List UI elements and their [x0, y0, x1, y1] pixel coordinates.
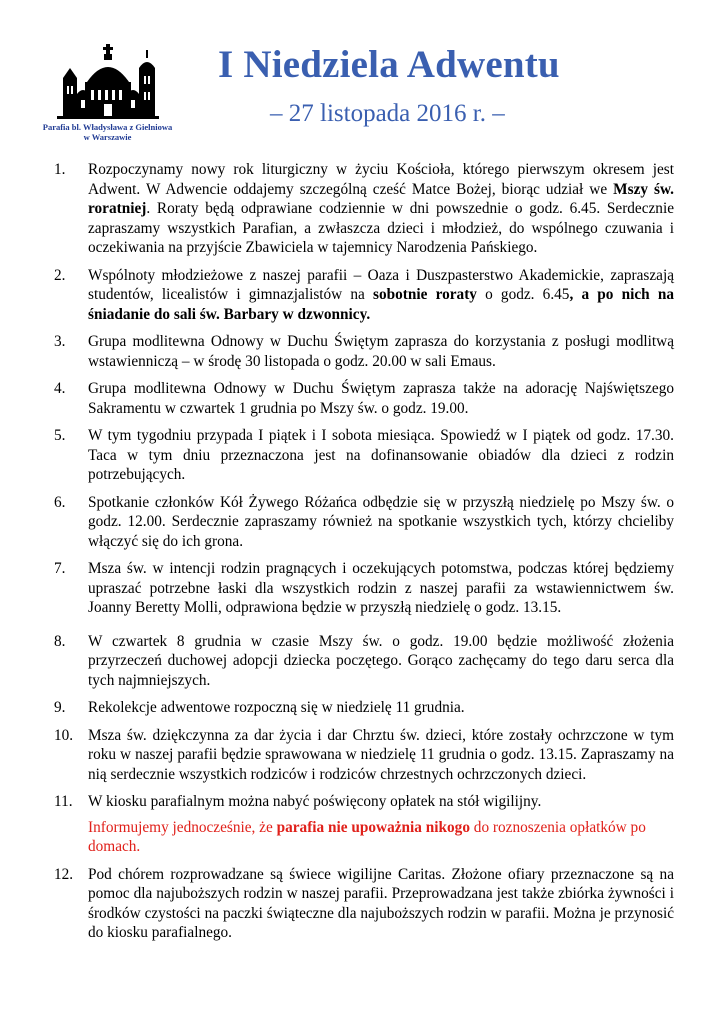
announcement-9: [46, 698, 674, 718]
item-number: 1.: [54, 161, 66, 178]
notice-text: do roznoszenia opłatków po domach.: [88, 818, 646, 855]
parish-name-line1: Parafia bl. Władysława z Gielniowa: [42, 122, 173, 132]
announcement-5: [46, 426, 674, 485]
item-text: Msza św. dziękczynna za dar życia i dar Chrztu św. dzieci, które zostały ochrzczone w tym roku w naszej parafii będzie sprawowana w niedzielę 11 grudnia o godz. 13.15. Zapraszamy na nią serdecznie wszystkich rodziców i rodziców chrzestnych ochrzczonych dzieci.: [88, 726, 674, 783]
item-number: 8.: [54, 632, 66, 650]
item-text: Rozpoczynamy nowy rok liturgiczny w życiu Kościoła, którego pierwszym okresem jest Adwent. W Adwencie oddajemy szczególną cześć Matce Bożej, biorąc udział we: [88, 161, 674, 198]
announcement-10: [46, 726, 674, 785]
announcement-12: [46, 865, 674, 943]
item-number: 6.: [54, 493, 66, 511]
item-text: Grupa modlitewna Odnowy w Duchu Świętym zaprasza także na adorację Najświętszego Sakramentu w czwartek 1 grudnia po Mszy św. o godz. 19.00.: [88, 380, 674, 417]
announcement-11: [46, 792, 674, 812]
item-number: 5.: [54, 427, 66, 444]
announcement-2: [46, 266, 674, 325]
opłatek-notice: [46, 818, 674, 857]
item-number: 11.: [54, 793, 73, 810]
page-date: – 27 listopada 2016 r. –: [270, 100, 505, 127]
item-text: Spotkanie członków Kół Żywego Różańca odbędzie się w przyszłą niedzielę po Mszy św. o godz. 12.00. Serdecznie zapraszamy również na spotkanie wszystkich tych, którzy chcieliby włączyć się do ich grona.: [88, 493, 674, 550]
item-number: 3.: [54, 333, 66, 350]
item-text: Rekolekcje adwentowe rozpoczną się w niedzielę 11 grudnia.: [88, 699, 465, 716]
item-text: . Roraty będą odprawiane codziennie w dni powszednie o godz. 6.45. Serdecznie zapraszamy wszystkich Parafian, a zwłaszcza dzieci i młodzież, do wspólnego czuwania i oczekiwania na przyjście Zbawiciela w tajemnicy Narodzenia Pańskiego.: [88, 200, 674, 256]
item-number: 12.: [54, 865, 74, 883]
parish-name: [40, 122, 175, 142]
item-bold: Mszy św. roratniej: [88, 180, 674, 217]
item-bold: sobotnie roraty: [373, 286, 477, 303]
item-text: W kiosku parafialnym można nabyć poświęcony opłatek na stół wigilijny.: [88, 793, 542, 810]
announcement-4: [46, 379, 674, 418]
announcement-7: [46, 559, 674, 618]
item-number: 2.: [54, 266, 66, 284]
item-bold: , a po nich na śniadanie do sali św. Barbary w dzwonnicy.: [88, 286, 674, 323]
item-number: 9.: [54, 699, 66, 716]
item-text: o godz. 6.45: [476, 286, 570, 303]
item-text: W tym tygodniu przypada I piątek i I sobota miesiąca. Spowiedź w I piątek od godz. 17.30. Taca w tym dniu przeznaczona jest na dofinansowanie obiadów dla dzieci z rodzin potrzebujących.: [88, 427, 674, 483]
item-number: 10.: [54, 726, 74, 744]
parish-name-line2: w Warszawie: [83, 132, 132, 142]
page-title: I Niedziela Adwentu: [218, 43, 560, 86]
notice-bold: parafia nie upoważnia nikogo: [276, 818, 470, 836]
parish-logo: [40, 38, 175, 142]
announcement-6: [46, 493, 674, 552]
item-text: Grupa modlitewna Odnowy w Duchu Świętym zaprasza do korzystania z posługi modlitwą wstawienniczą – w środę 30 listopada o godz. 20.00 w sali Emaus.: [88, 333, 674, 370]
item-number: 4.: [54, 380, 66, 397]
church-icon: [53, 38, 163, 120]
announcements-list: [46, 160, 674, 951]
item-text: Msza św. w intencji rodzin pragnących i oczekujących potomstwa, podczas której będziemy upraszać potrzebne łaski dla wszystkich rodzin z naszej parafii za wstawiennictwem św. Joanny Beretty Molli, odprawiona będzie w przyszłą niedzielę o godz. 13.15.: [88, 560, 674, 616]
item-text: W czwartek 8 grudnia w czasie Mszy św. o godz. 19.00 będzie możliwość złożenia przyrzeczeń duchowej adopcji dziecka poczętego. Gorąco zachęcamy do tego daru serca dla tych najmniejszych.: [88, 632, 674, 689]
announcement-1: [46, 160, 674, 258]
item-text: Wspólnoty młodzieżowe z naszej parafii – Oaza i Duszpasterstwo Akademickie, zapraszają studentów, licealistów i gimnazjalistów na: [88, 266, 674, 303]
announcement-8: [46, 632, 674, 691]
notice-text: Informujemy jednocześnie, że: [88, 818, 277, 836]
item-number: 7.: [54, 560, 66, 577]
item-text: Pod chórem rozprowadzane są świece wigilijne Caritas. Złożone ofiary przeznaczone są na pomoc dla najuboższych rodzin w naszej parafii. Przeprowadzana jest także zbiórka żywności i środków czystości na paczki świąteczne dla najuboższych rodzin w parafii. Można je przynosić do kiosku parafialnego.: [88, 865, 674, 941]
announcement-3: [46, 332, 674, 371]
